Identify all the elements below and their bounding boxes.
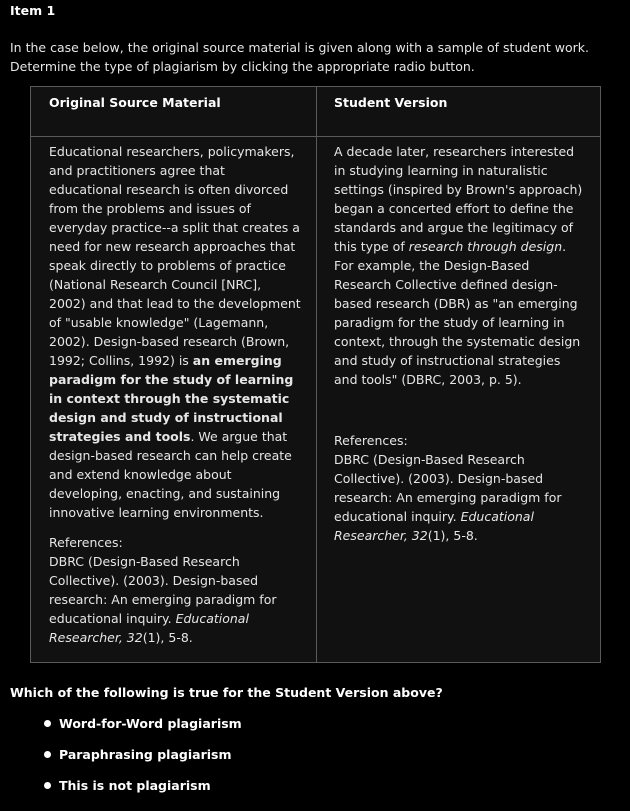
instructions-text: In the case below, the original source material is given along with a sample of student work. Determine the type of plagiarism by clicking the appropriate radio button. xyxy=(10,40,590,74)
highlighted-phrase: an emerging paradigm for the study of learning in context through the systematic design and study of instructional strategies and tools xyxy=(49,353,294,444)
option-label[interactable]: Word-for-Word plagiarism xyxy=(59,716,242,731)
student-version-text: A decade later, researchers interested in studying learning in naturalistic settings (inspired by Brown's approach) began a concerted effort to define the standards and argue the legitimacy of this type of research through design. For example, the Design-Based Research Collective defined design-based research (DBR) as "an emerging paradigm for the study of learning in context, through the systematic design and study of instructional strategies and tools" (DBRC, 2003, p. 5). xyxy=(334,144,583,387)
student-version-header: Student Version xyxy=(334,95,448,110)
original-references: References: DBRC (Design-Based Research Collective). (2003). Design-based research: An emerging paradigm for educational inquiry. Educational Researcher, 32(1), 5-8. xyxy=(49,535,277,645)
student-references: References: DBRC (Design-Based Research Collective). (2003). Design-based research: An emerging paradigm for educational inquiry. Educational Researcher, 32(1), 5-8. xyxy=(334,433,562,543)
option-label[interactable]: This is not plagiarism xyxy=(59,778,211,793)
option-paraphrasing[interactable] xyxy=(44,747,231,762)
column-divider xyxy=(316,87,317,662)
original-source-text: Educational researchers, policymakers, and practitioners agree that educational research is often divorced from the problems and issues of everyday practice--a split that creates a need for new research approaches that speak directly to problems of practice (National Research Council [NRC], 2002) and that lead to the development of "usable knowledge" (Lagemann, 2002). Design-based research (Brown, 1992; Collins, 1992) is an emerging paradigm for the study of learning in context through the systematic design and study of instructional strategies and tools. We argue that design-based research can help create and extend knowledge about developing, enacting, and sustaining innovative learning environments. xyxy=(49,144,301,520)
radio-button[interactable] xyxy=(44,782,51,789)
option-not-plagiarism[interactable] xyxy=(44,778,211,793)
question-text: Which of the following is true for the Student Version above? xyxy=(10,685,443,700)
option-label[interactable]: Paraphrasing plagiarism xyxy=(59,747,232,762)
header-divider xyxy=(31,136,600,137)
item-title: Item 1 xyxy=(10,3,56,18)
comparison-table xyxy=(30,86,601,663)
option-word-for-word[interactable] xyxy=(44,716,242,731)
radio-button[interactable] xyxy=(44,751,51,758)
radio-button[interactable] xyxy=(44,720,51,727)
original-source-header: Original Source Material xyxy=(49,95,221,110)
